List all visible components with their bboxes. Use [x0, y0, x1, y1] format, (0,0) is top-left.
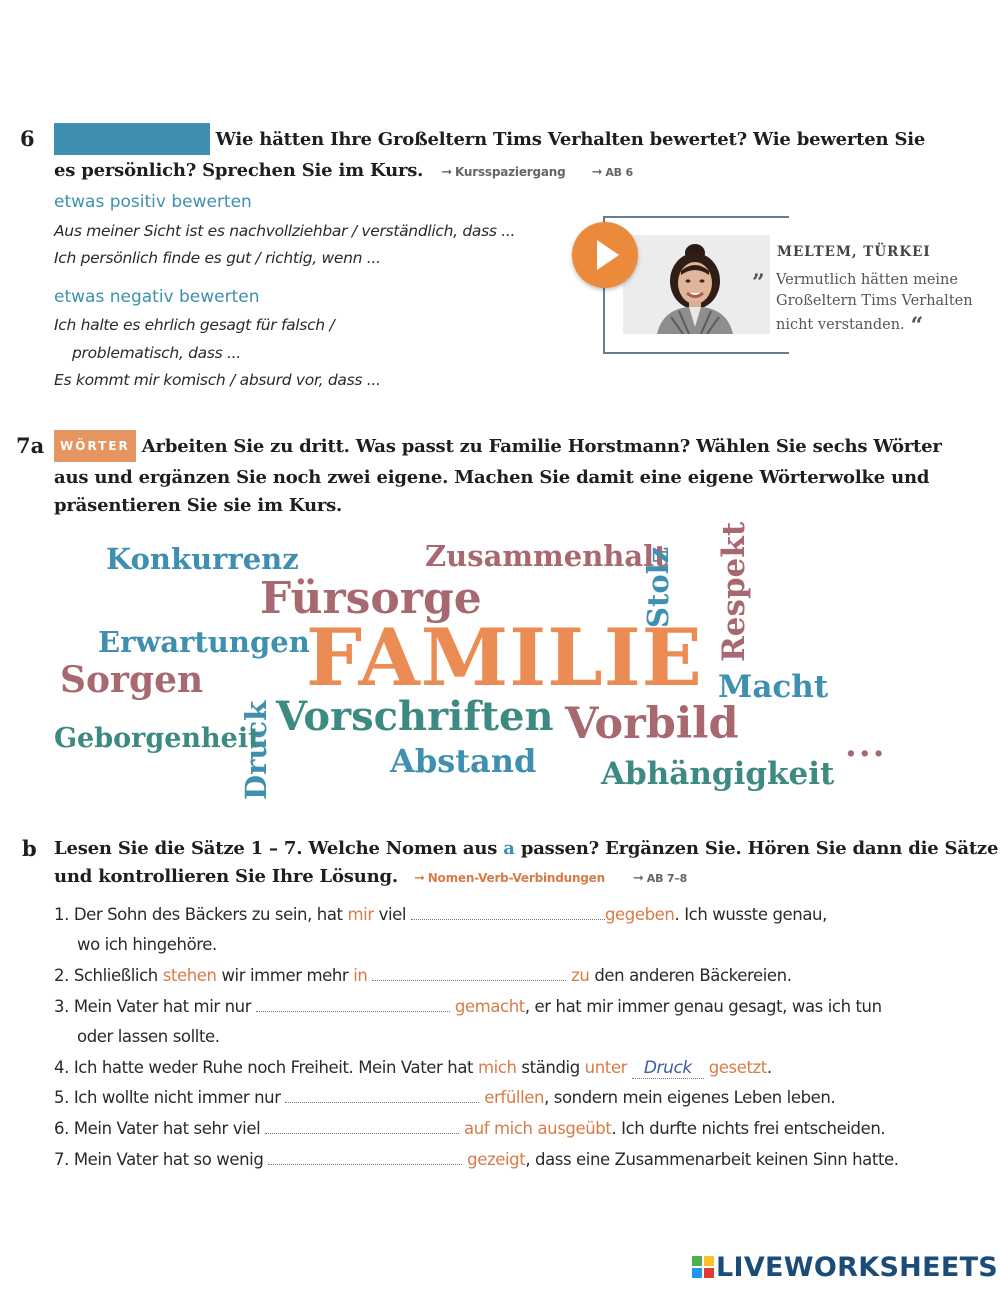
- sentence-7: 7. Mein Vater hat so wenig gezeigt, dass eine Zusammenarbeit keinen Sinn hatte.: [54, 1150, 899, 1169]
- nomen-verb-ref: ➞ Nomen-Verb-Verbindungen: [414, 871, 605, 886]
- woerter-tag: WÖRTER: [54, 430, 136, 462]
- positive-title: etwas positiv bewerten: [54, 192, 252, 212]
- speaker-photo: [623, 235, 770, 334]
- exercise-7a-heading: WÖRTER Arbeiten Sie zu dritt. Was passt zu Familie Horstmann? Wählen Sie sechs Wörter aus und ergänzen Sie noch zwei eigene. Machen Sie damit eine eigene Wörterwolke und präsentieren Sie sie im Kurs.: [54, 432, 994, 520]
- ab78-ref: ➞ AB 7–8: [633, 871, 688, 886]
- kommunikation-tag: KOMMUNIKATION: [54, 123, 210, 155]
- ab6-ref: ➞ AB 6: [591, 165, 633, 180]
- speaker-portrait-image: [623, 235, 770, 334]
- word-vorbild: Vorbild: [565, 699, 739, 749]
- sentence-2: 2. Schließlich stehen wir immer mehr in zu den anderen Bäckereien.: [54, 966, 792, 985]
- blank-6[interactable]: [265, 1119, 459, 1134]
- word-fuersorge: Fürsorge: [260, 573, 482, 624]
- sentence-1-continuation: wo ich hingehöre.: [77, 935, 217, 954]
- liveworksheets-logo[interactable]: [692, 1252, 998, 1283]
- word-abstand: Abstand: [390, 742, 537, 780]
- blank-7[interactable]: [268, 1150, 462, 1165]
- word-druck: Druck: [239, 700, 273, 800]
- sentence-6: 6. Mein Vater hat sehr viel auf mich ausgeübt. Ich durfte nichts frei entscheiden.: [54, 1119, 886, 1138]
- liveworksheets-icon: [692, 1256, 714, 1278]
- speaker-quote: Vermutlich hätten meine Großeltern Tims Verhalten nicht verstanden. “: [776, 272, 973, 339]
- word-erwartungen: Erwartungen: [98, 625, 310, 659]
- word-stolz: Stolz: [641, 546, 675, 628]
- word-sorgen: Sorgen: [60, 659, 204, 701]
- speaker-name: MELTEM, TÜRKEI: [777, 244, 931, 260]
- word-respekt: Respekt: [716, 521, 752, 662]
- blank-2[interactable]: [372, 966, 566, 981]
- play-button[interactable]: [572, 222, 638, 288]
- word-zusammenhalt: Zusammenhalt: [425, 539, 668, 573]
- negative-phrase-1: Ich halte es ehrlich gesagt für falsch /: [54, 316, 335, 334]
- exercise-6-heading-line1: Wie hätten Ihre Großeltern Tims Verhalten bewertet? Wie bewerten Sie: [215, 129, 926, 150]
- negative-title: etwas negativ bewerten: [54, 287, 260, 307]
- exercise-7b-heading: Lesen Sie die Sätze 1 – 7. Welche Nomen aus a passen? Ergänzen Sie. Hören Sie dann die Sätze und kontrollieren Sie Ihre Lösung. ➞ Nomen-Verb-Verbindungen ➞ AB 7–8: [54, 838, 999, 887]
- blank-5[interactable]: [285, 1088, 479, 1103]
- sentence-3: 3. Mein Vater hat mir nur gemacht, er hat mir immer genau gesagt, was ich tun: [54, 997, 882, 1016]
- exercise-6-number: 6: [20, 126, 35, 151]
- word-abhaengigkeit: Abhängigkeit: [601, 756, 835, 792]
- sentence-1: 1. Der Sohn des Bäckers zu sein, hat mir viel gegeben. Ich wusste genau,: [54, 905, 827, 924]
- sentence-3-continuation: oder lassen sollte.: [77, 1027, 220, 1046]
- arrow-right-icon: ➞: [414, 871, 425, 886]
- blank-1[interactable]: [411, 905, 605, 920]
- positive-phrase-1: Aus meiner Sicht ist es nachvollziehbar / verständlich, dass ...: [54, 222, 516, 240]
- word-macht: Macht: [718, 669, 829, 705]
- arrow-right-icon: ➞: [441, 165, 453, 180]
- arrow-right-icon: ➞: [591, 165, 603, 180]
- quote-close-icon: “: [910, 313, 924, 339]
- word-vorschriften: Vorschriften: [276, 693, 554, 740]
- sentence-4: 4. Ich hatte weder Ruhe noch Freiheit. Mein Vater hat mich ständig unter Druck gesetzt.: [54, 1058, 772, 1078]
- quote-open-icon: ”: [752, 270, 765, 296]
- word-dots: ...: [845, 725, 887, 765]
- answer-field-4[interactable]: Druck: [632, 1058, 704, 1079]
- sentence-5: 5. Ich wollte nicht immer nur erfüllen, sondern mein eigenes Leben leben.: [54, 1088, 836, 1107]
- arrow-right-icon: ➞: [633, 871, 644, 886]
- exercise-6-heading: [54, 125, 984, 187]
- word-geborgenheit: Geborgenheit: [54, 723, 261, 754]
- negative-phrase-1b: problematisch, dass ...: [72, 344, 241, 362]
- exercise-7b-letter: b: [22, 836, 37, 861]
- word-konkurrenz: Konkurrenz: [106, 542, 299, 576]
- positive-phrase-2: Ich persönlich finde es gut / richtig, wenn ...: [54, 249, 381, 267]
- negative-phrase-2: Es kommt mir komisch / absurd vor, dass ...: [54, 371, 381, 389]
- blank-3[interactable]: [256, 997, 450, 1012]
- exercise-6-heading-line2: es persönlich? Sprechen Sie im Kurs.: [54, 160, 424, 181]
- liveworksheets-logo-text: LIVEWORKSHEETS: [716, 1252, 999, 1283]
- exercise-7a-number: 7a: [16, 433, 45, 458]
- word-familie: FAMILIE: [306, 611, 703, 704]
- kursspaziergang-ref: ➞ Kursspaziergang: [441, 165, 566, 180]
